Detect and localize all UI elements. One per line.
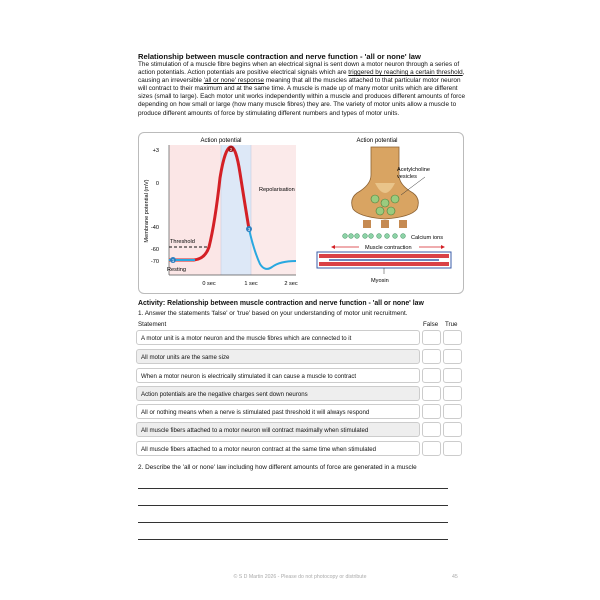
- false-checkbox[interactable]: [422, 386, 441, 401]
- column-header-false: False: [423, 321, 439, 328]
- intro-text-3: meaning that all the muscles attached to that particular motor neuron will contract to their maximum and at the same time. A muscle is made up of many motor units which are different sizes (small to large). Each motor unit works independently within a muscle and produces different amounts of force depending on how small or large (how many muscle fibres) they are. The variety of motor units allow a muscle to produce different amounts of force by stimulating different numbers and types of motor units.: [138, 77, 466, 117]
- statement-row: All or nothing means when a nerve is stimulated past threshold it will always respond: [136, 404, 420, 419]
- false-checkbox[interactable]: [422, 441, 441, 456]
- false-checkbox[interactable]: [422, 422, 441, 437]
- graph-band-left: [169, 145, 221, 275]
- muscle-contraction-label: Muscle contraction: [365, 245, 412, 251]
- answer-line[interactable]: [138, 488, 448, 489]
- statement-row: All muscle fibers attached to a motor neuron will contract maximally when stimulated: [136, 422, 420, 437]
- column-header-statement: Statement: [138, 321, 167, 328]
- vesicle: [387, 207, 395, 215]
- answer-line[interactable]: [138, 522, 448, 523]
- diagram-title: Action potential: [356, 138, 398, 144]
- calcium-ions: [343, 234, 406, 239]
- column-header-true: True: [445, 321, 458, 328]
- x-tick: 1 sec: [244, 281, 258, 287]
- y-tick: -60: [150, 247, 159, 253]
- section-title: Relationship between muscle contraction and nerve function - 'all or none' law: [138, 52, 421, 61]
- statement-row: All muscle fibers attached to a motor neuron contract at the same time when stimulated: [136, 441, 420, 456]
- question-1: 1. Answer the statements 'false' or 'true' based on your understanding of motor unit recruitment.: [138, 310, 408, 317]
- intro-text-2: , causing an irreversible: [138, 69, 465, 85]
- marker-3-label: 3: [247, 227, 251, 232]
- x-tick: 2 sec: [284, 281, 298, 287]
- marker-2-label: 2: [229, 147, 233, 152]
- answer-line[interactable]: [138, 505, 448, 506]
- y-tick: -70: [150, 259, 159, 265]
- true-checkbox[interactable]: [443, 422, 462, 437]
- contraction-arrowhead-left: [331, 245, 335, 249]
- terminal-foot: [399, 220, 407, 228]
- intro-text-1: The stimulation of a muscle fibre begins when an electrical signal is sent down a motor neuron through a series of action potentials. Action potentials are positive electrical signals which are: [138, 61, 460, 77]
- vesicle: [391, 195, 399, 203]
- activity-title: Activity: Relationship between muscle contraction and nerve function - 'all or none' law: [138, 300, 424, 307]
- y-tick: +3: [152, 148, 159, 154]
- x-tick: 0 sec: [202, 281, 216, 287]
- true-checkbox[interactable]: [443, 330, 462, 345]
- graph-y-label: Membrane potential (mV): [144, 179, 150, 243]
- acetylcholine-label: Acetylcholine vesicles: [397, 167, 430, 180]
- false-checkbox[interactable]: [422, 404, 441, 419]
- false-checkbox[interactable]: [422, 368, 441, 383]
- statement-row: Action potentials are the negative charges sent down neurons: [136, 386, 420, 401]
- true-checkbox[interactable]: [443, 368, 462, 383]
- terminal-foot: [381, 220, 389, 228]
- false-checkbox[interactable]: [422, 349, 441, 364]
- page-number: 45: [452, 574, 458, 580]
- vesicle: [371, 195, 379, 203]
- repolarisation-label: Repolarisation: [259, 187, 295, 193]
- intro-paragraph: [138, 61, 468, 118]
- actin-filament: [319, 262, 449, 266]
- y-tick: 0: [155, 181, 159, 187]
- vesicle: [376, 207, 384, 215]
- false-checkbox[interactable]: [422, 330, 441, 345]
- y-tick: -40: [150, 225, 159, 231]
- figure-svg: [139, 133, 463, 293]
- vesicle: [381, 199, 389, 207]
- statement-row: All motor units are the same size: [136, 349, 420, 364]
- resting-label: Resting: [167, 267, 186, 273]
- true-checkbox[interactable]: [443, 386, 462, 401]
- intro-underline-2: 'all or none' response: [203, 77, 265, 85]
- answer-line[interactable]: [138, 539, 448, 540]
- statement-row: When a motor neuron is electrically stimulated it can cause a muscle to contract: [136, 368, 420, 383]
- figure-panel: [138, 132, 464, 294]
- terminal-foot: [363, 220, 371, 228]
- question-2: 2. Describe the 'all or none' law including how different amounts of force are generated in a muscle: [138, 464, 417, 471]
- calcium-label: Calcium ions: [411, 235, 444, 241]
- contraction-arrowhead-right: [441, 245, 445, 249]
- graph-title: Action potential: [200, 138, 242, 144]
- true-checkbox[interactable]: [443, 441, 462, 456]
- statement-row: A motor unit is a motor neuron and the muscle fibres which are connected to it: [136, 330, 420, 345]
- true-checkbox[interactable]: [443, 404, 462, 419]
- myosin-label: Myosin: [371, 278, 389, 284]
- marker-1-label: 1: [171, 258, 175, 263]
- actin-filament: [319, 254, 449, 258]
- intro-underline-1: triggered by reaching a certain threshold: [348, 69, 463, 77]
- threshold-label: Threshold: [170, 239, 195, 245]
- true-checkbox[interactable]: [443, 349, 462, 364]
- graph-band-right: [251, 145, 296, 275]
- footer-copyright: © S D Martin 2026 - Please do not photocopy or distribute: [233, 574, 367, 580]
